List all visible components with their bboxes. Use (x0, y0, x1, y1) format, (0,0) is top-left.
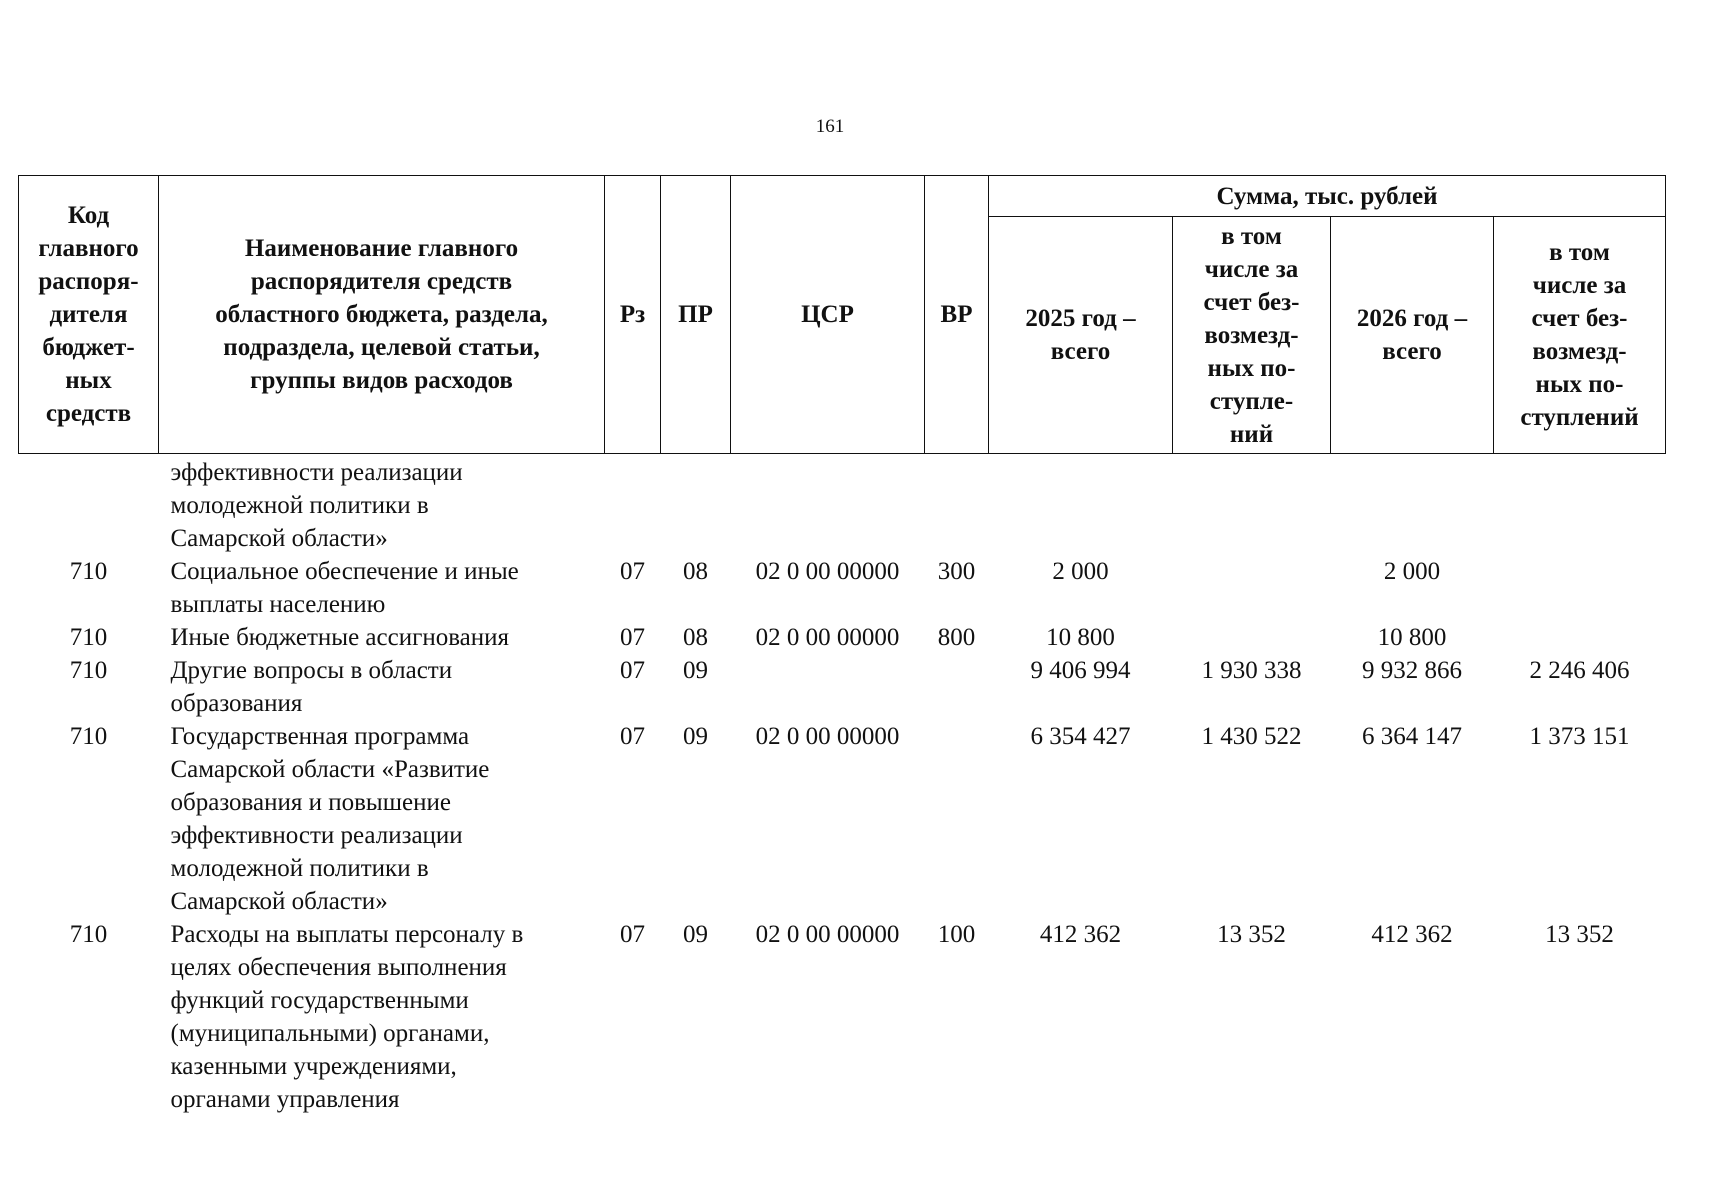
table-body (19, 454, 1666, 1117)
cell-csr: 02 0 00 00000 (755, 723, 900, 750)
cell-2025-total: 6 354 427 (1030, 723, 1131, 750)
cell-pr (661, 454, 731, 556)
cell-2026-free: 2 246 406 (1529, 657, 1630, 684)
header-2025-free: в том числе за счет без- возмезд- ных по- ступле- ний (1173, 217, 1331, 454)
cell-rz: 07 (620, 558, 645, 585)
cell-name: Другие вопросы в области образования (170, 657, 453, 717)
cell-vr: 800 (937, 624, 976, 651)
cell-rz (605, 454, 661, 556)
cell-name: Иные бюджетные ассигнования (170, 624, 510, 651)
table-header (19, 176, 1666, 454)
cell-2025-free: 1 930 338 (1201, 657, 1302, 684)
cell-kod: 710 (69, 558, 108, 585)
table-row (19, 454, 1666, 556)
cell-2026-total: 9 932 866 (1362, 657, 1462, 684)
header-csr: ЦСР (731, 176, 925, 454)
header-name: Наименование главного распорядителя средств областного бюджета, раздела, подраздела, целевой статьи, группы видов расходов (159, 176, 605, 454)
cell-2025-free: 1 430 522 (1201, 723, 1302, 750)
header-sum-group: Сумма, тыс. рублей (989, 176, 1666, 217)
cell-kod: 710 (69, 657, 108, 684)
cell-csr: 02 0 00 00000 (755, 921, 900, 948)
cell-2025-free (1173, 555, 1331, 621)
cell-csr: 02 0 00 00000 (755, 558, 900, 585)
cell-name: Социальное обеспечение и иные выплаты населению (170, 558, 519, 618)
page-number: 161 (815, 116, 845, 137)
cell-2025-total: 412 362 (1039, 921, 1122, 948)
cell-vr (925, 454, 989, 556)
cell-rz: 07 (620, 657, 645, 684)
cell-2025-total: 2 000 (1052, 558, 1109, 585)
cell-2025-free: 13 352 (1217, 921, 1286, 948)
cell-rz: 07 (620, 624, 645, 651)
cell-2025-total: 9 406 994 (1030, 657, 1131, 684)
cell-2026-free: 13 352 (1545, 921, 1614, 948)
cell-2025-free (1173, 454, 1331, 556)
header-kod: Код главного распоря- дителя бюджет- ных средств (19, 176, 159, 454)
cell-2026-total (1331, 454, 1494, 556)
table-row (19, 621, 1666, 654)
cell-2026-free (1494, 621, 1666, 654)
cell-kod: 710 (69, 624, 108, 651)
cell-vr: 100 (937, 921, 976, 948)
header-vr: ВР (925, 176, 989, 454)
cell-vr: 300 (937, 558, 976, 585)
table-row (19, 654, 1666, 720)
cell-2025-free (1173, 621, 1331, 654)
header-2026-total: 2026 год – всего (1331, 217, 1494, 454)
cell-rz: 07 (620, 921, 645, 948)
cell-2026-total: 412 362 (1371, 921, 1453, 948)
cell-pr: 08 (683, 624, 708, 651)
cell-vr (925, 654, 989, 720)
table-row (19, 918, 1666, 1116)
cell-2025-total: 10 800 (1046, 624, 1115, 651)
budget-table (18, 175, 1666, 1116)
cell-2026-total: 10 800 (1377, 624, 1447, 651)
cell-vr (925, 720, 989, 918)
header-pr: ПР (661, 176, 731, 454)
cell-2026-free (1494, 555, 1666, 621)
cell-csr (731, 654, 925, 720)
cell-rz: 07 (620, 723, 645, 750)
cell-pr: 09 (683, 657, 708, 684)
table-row (19, 555, 1666, 621)
cell-2025-total (989, 454, 1173, 556)
cell-pr: 09 (683, 723, 708, 750)
cell-csr: 02 0 00 00000 (755, 624, 900, 651)
cell-name: Государственная программа Самарской области «Развитие образования и повышение эффективности реализации молодежной политики в Самарской области» (170, 723, 490, 915)
cell-2026-free (1494, 454, 1666, 556)
cell-2026-total: 2 000 (1383, 558, 1441, 585)
cell-2026-free: 1 373 151 (1529, 723, 1630, 750)
cell-pr: 08 (683, 558, 708, 585)
header-2025-total: 2025 год – всего (989, 217, 1173, 454)
cell-2026-total: 6 364 147 (1362, 723, 1462, 750)
cell-csr (731, 454, 925, 556)
cell-kod: 710 (69, 921, 108, 948)
cell-kod (19, 454, 159, 556)
header-rz: Рз (605, 176, 661, 454)
cell-pr: 09 (683, 921, 708, 948)
header-2026-free: в том числе за счет без- возмезд- ных по- ступлений (1494, 217, 1666, 454)
cell-name: эффективности реализации молодежной политики в Самарской области» (170, 459, 463, 552)
table-row (19, 720, 1666, 918)
cell-name: Расходы на выплаты персоналу в целях обеспечения выполнения функций государственными (муниципальными) органами, казенными учреждениями, органами управления (170, 921, 524, 1113)
cell-kod: 710 (69, 723, 108, 750)
